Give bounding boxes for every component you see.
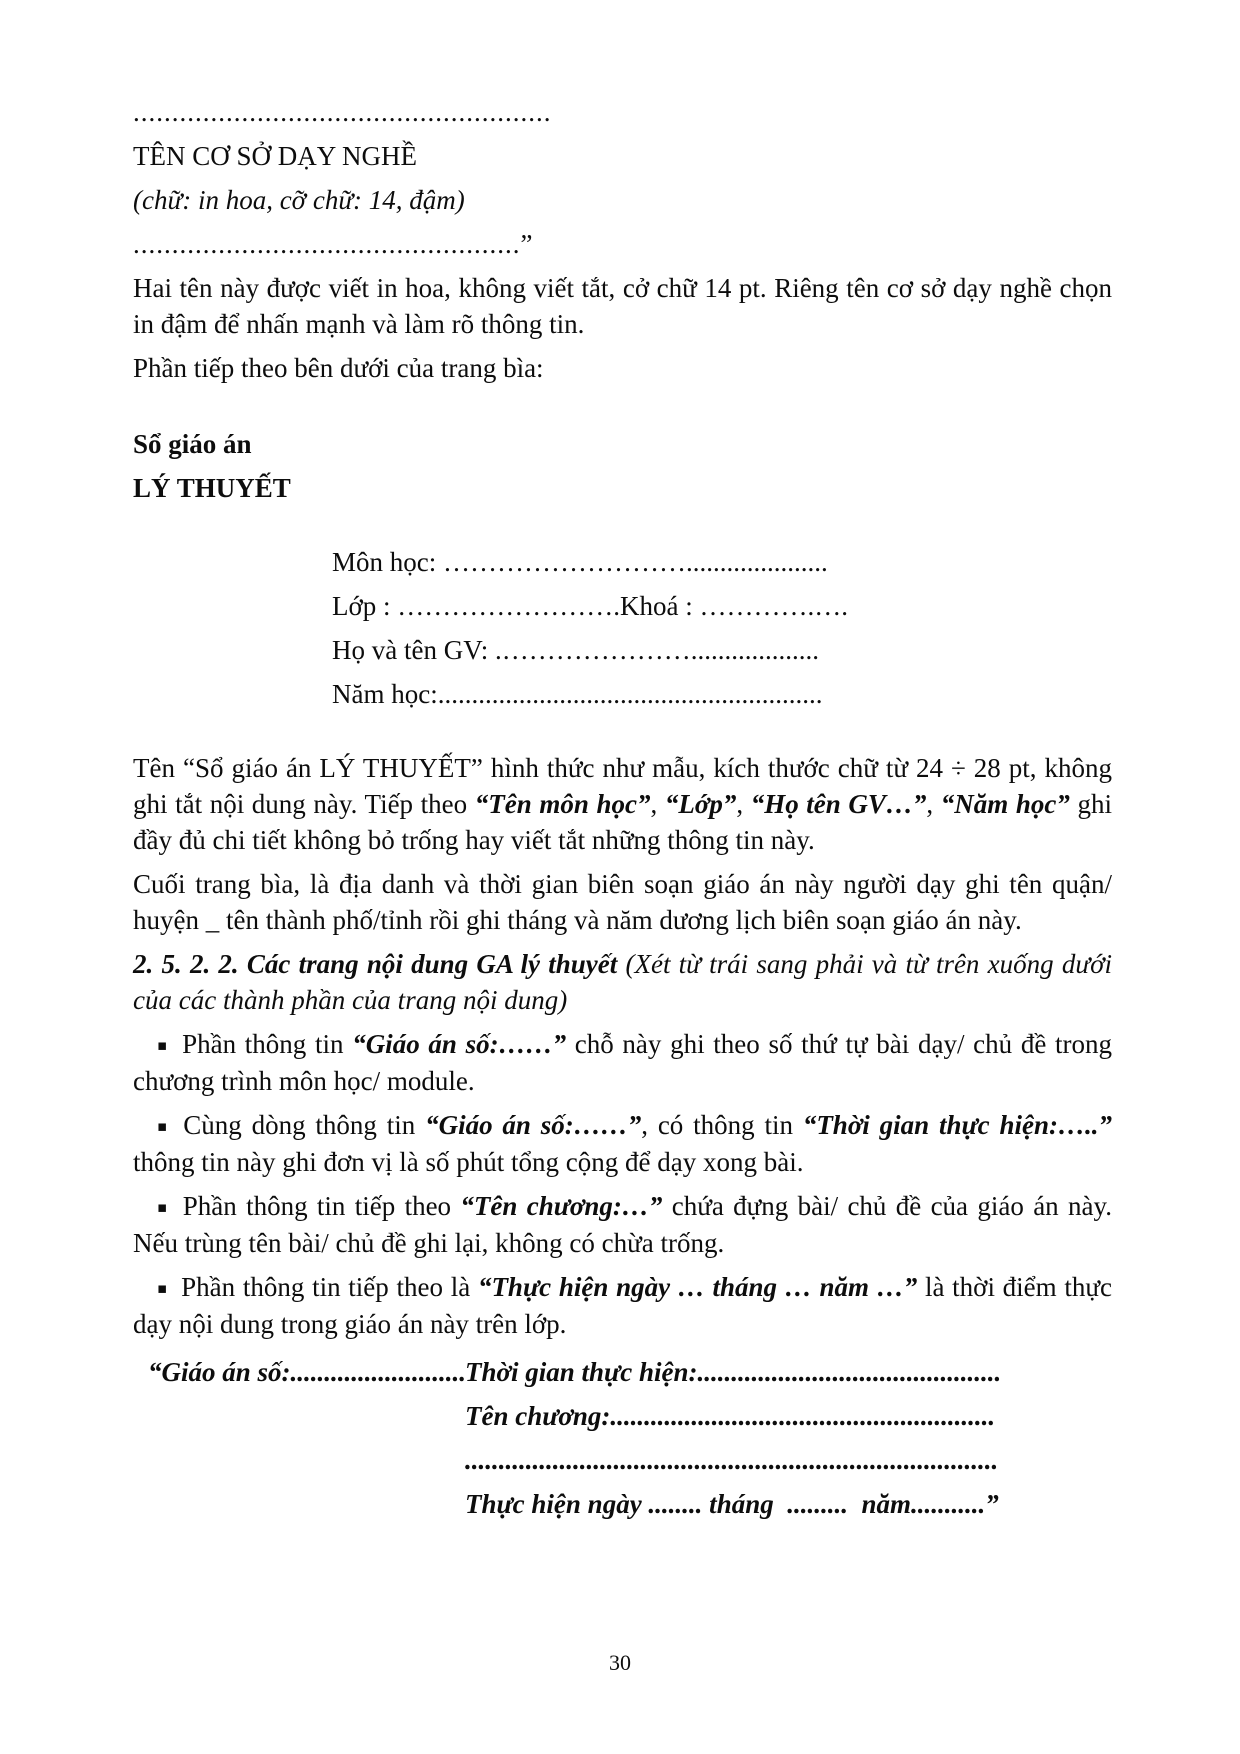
sample-thoi-gian-thuc-hien: Thời gian thực hiện:............................................. bbox=[465, 1357, 1002, 1387]
para-cover-footer: Cuối trang bìa, là địa danh và thời gian biên soạn giáo án này người dạy ghi tên quận/ huyện _ tên thành phố/tỉnh rồi ghi tháng và năm dương lịch biên soạn giáo án này. bbox=[133, 869, 1112, 935]
cover-field-ho-ten-gv: Họ và tên GV: .…………………................... bbox=[332, 635, 819, 665]
cover-field-mon-hoc: Môn học: ………………………..................... bbox=[332, 547, 828, 577]
page-number: 30 bbox=[609, 1650, 631, 1675]
top-dotted-line: ...................................................... bbox=[133, 97, 552, 127]
cover-field-lop-khoa: Lớp : …………………….Khoá : ………….…. bbox=[332, 591, 849, 621]
bullet-thuc-hien-ngay: ▪ Phần thông tin tiếp theo là “Thực hiện ngày … tháng … năm …” là thời điểm thực dạy nội dung trong giáo án này trên lớp. bbox=[133, 1272, 1112, 1339]
cover-fields-block bbox=[332, 540, 1112, 716]
sample-thuc-hien-ngay: Thực hiện ngày ........ tháng ......... năm...........” bbox=[465, 1489, 999, 1519]
para-names-format: Hai tên này được viết in hoa, không viết tắt, cở chữ 14 pt. Riêng tên cơ sở dạy nghề chọn in đậm để nhấn mạnh và làm rõ thông tin. bbox=[133, 273, 1112, 339]
sample-giao-an-so: “Giáo án số:.......................... bbox=[148, 1357, 467, 1387]
sample-dotted-line: ............................................................................... bbox=[465, 1445, 999, 1475]
sample-right-column bbox=[465, 1350, 1112, 1526]
bullet-giao-an-so: ▪ Phần thông tin “Giáo án số:……” chỗ này ghi theo số thứ tự bài dạy/ chủ đề trong chương trình môn học/ module. bbox=[133, 1029, 1112, 1096]
document-content bbox=[133, 94, 1112, 1526]
section-heading: 2. 5. 2. 2. Các trang nội dung GA lý thuyết (Xét từ trái sang phải và từ trên xuống dưới của các thành phần của trang nội dung) bbox=[133, 949, 1112, 1015]
para-next-section: Phần tiếp theo bên dưới của trang bìa: bbox=[133, 353, 544, 383]
bullet-ten-chuong: ▪ Phần thông tin tiếp theo “Tên chương:…” chứa đựng bài/ chủ đề của giáo án này. Nếu trùng tên bài/ chủ đề ghi lại, không có chừa trống. bbox=[133, 1191, 1112, 1258]
book-title-line1: Sổ giáo án bbox=[133, 429, 252, 459]
book-title-line2: LÝ THUYẾT bbox=[133, 473, 291, 503]
dotted-line-with-quote: ..................................................” bbox=[133, 229, 534, 259]
org-note: (chữ: in hoa, cỡ chữ: 14, đậm) bbox=[133, 185, 465, 215]
org-name: TÊN CƠ SỞ DẠY NGHỀ bbox=[133, 141, 417, 171]
bullet-thoi-gian-thuc-hien: ▪ Cùng dòng thông tin “Giáo án số:……”, có thông tin “Thời gian thực hiện:…..” thông tin này ghi đơn vị là số phút tổng cộng để dạy xong bài. bbox=[133, 1110, 1112, 1177]
cover-field-nam-hoc: Năm học:......................................................... bbox=[332, 679, 823, 709]
sample-form-block bbox=[133, 1350, 1112, 1526]
sample-ten-chuong: Tên chương:......................................................... bbox=[465, 1401, 996, 1431]
para-title-format: Tên “Sổ giáo án LÝ THUYẾT” hình thức như mẫu, kích thước chữ từ 24 ÷ 28 pt, không ghi tắt nội dung này. Tiếp theo “Tên môn học”, “Lớp”, “Họ tên GV…”, “Năm học” ghi đầy đủ chi tiết không bỏ trống hay viết tắt những thông tin này. bbox=[133, 753, 1112, 855]
